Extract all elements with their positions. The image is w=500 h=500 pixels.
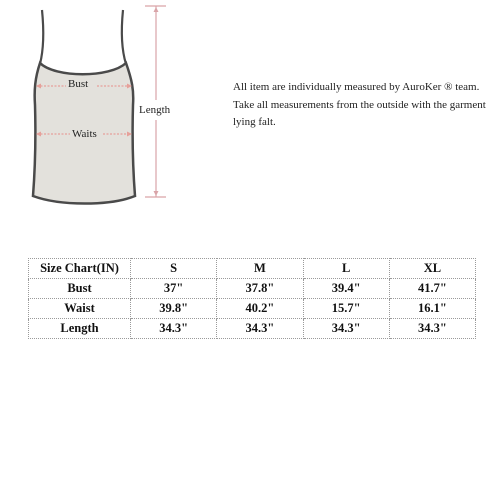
table-cell: 37" — [131, 279, 217, 299]
header-cell: Size Chart(IN) — [29, 259, 131, 279]
table-cell: 40.2" — [217, 299, 303, 319]
measurement-note — [233, 79, 495, 132]
length-label: Length — [139, 104, 171, 116]
right-strap — [122, 10, 126, 64]
table-cell: 16.1" — [389, 299, 475, 319]
table-header-row — [29, 259, 476, 279]
header-cell: L — [303, 259, 389, 279]
table-cell: 15.7" — [303, 299, 389, 319]
table-cell: 41.7" — [389, 279, 475, 299]
row-label: Bust — [29, 279, 131, 299]
table-cell: 34.3" — [303, 319, 389, 339]
length-arrow-top — [154, 7, 159, 12]
table-cell: 39.4" — [303, 279, 389, 299]
length-arrow-bottom — [154, 191, 159, 196]
left-strap — [40, 10, 43, 64]
header-cell: XL — [389, 259, 475, 279]
note-line-2: Take all measurements from the outside with the garment lying falt. — [233, 98, 486, 129]
table-row — [29, 299, 476, 319]
header-cell: S — [131, 259, 217, 279]
bust-label: Bust — [68, 78, 89, 90]
table-row — [29, 279, 476, 299]
table-row — [29, 319, 476, 339]
size-chart-table — [28, 258, 476, 339]
note-line-1: All item are individually measured by AuroKer ® team. — [233, 81, 480, 93]
table-cell: 39.8" — [131, 299, 217, 319]
row-label: Length — [29, 319, 131, 339]
table-cell: 34.3" — [131, 319, 217, 339]
waist-label: Waits — [72, 128, 97, 140]
table-cell: 34.3" — [217, 319, 303, 339]
table-cell: 37.8" — [217, 279, 303, 299]
row-label: Waist — [29, 299, 131, 319]
header-cell: M — [217, 259, 303, 279]
table-cell: 34.3" — [389, 319, 475, 339]
